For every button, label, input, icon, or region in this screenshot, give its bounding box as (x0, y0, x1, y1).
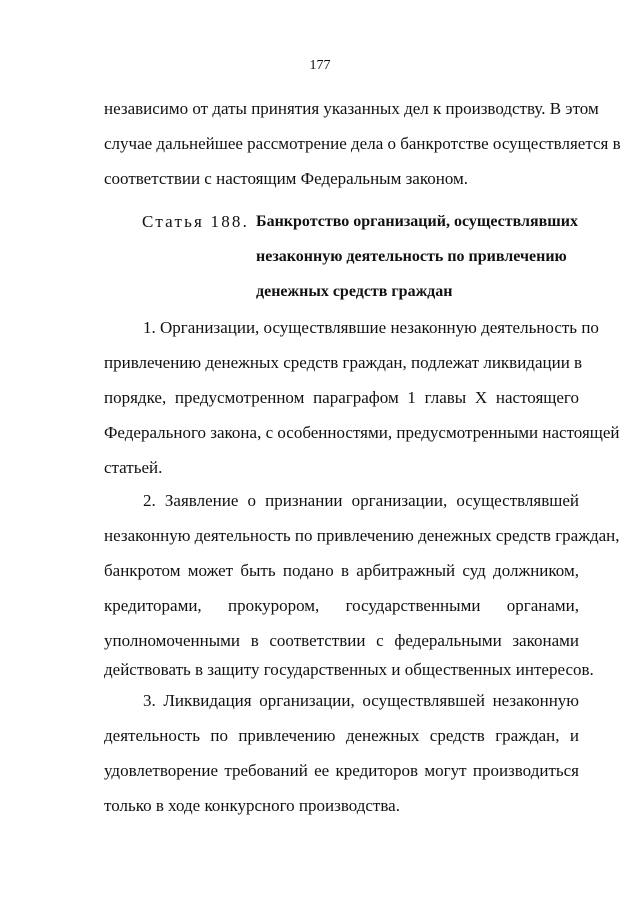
paragraph-2-line: кредиторами, прокурором, государственными органами, (104, 596, 579, 615)
intro-line: соответствии с настоящим Федеральным законом. (104, 169, 469, 188)
article-title-line: денежных средств граждан (256, 283, 453, 300)
paragraph-2-line: действовать в защиту государственных и общественных интересов. (104, 660, 594, 679)
intro-line: независимо от даты принятия указанных дел к производству. В этом (104, 99, 599, 118)
paragraph-1-line: статьей. (104, 458, 163, 477)
article-title-line: незаконную деятельность по привлечению (256, 248, 567, 265)
paragraph-2-line: банкротом может быть подано в арбитражный суд должником, (104, 561, 579, 580)
article-label: Статья 188. (142, 212, 250, 231)
paragraph-2-line: уполномоченными в соответствии с федеральными законами (104, 631, 579, 650)
intro-line: случае дальнейшее рассмотрение дела о банкротстве осуществляется в (104, 134, 621, 153)
paragraph-1-line: порядке, предусмотренном параграфом 1 главы X настоящего (104, 388, 579, 407)
paragraph-3-line: 3. Ликвидация организации, осуществлявшей незаконную (143, 691, 579, 710)
article-title-line: Банкротство организаций, осуществлявших (256, 213, 579, 230)
paragraph-3-line: деятельность по привлечению денежных средств граждан, и (104, 726, 579, 745)
paragraph-2-line: незаконную деятельность по привлечению денежных средств граждан, (104, 526, 620, 545)
paragraph-3-line: только в ходе конкурсного производства. (104, 796, 400, 815)
paragraph-2-line: 2. Заявление о признании организации, осуществлявшей (143, 491, 579, 510)
paragraph-3-line: удовлетворение требований ее кредиторов могут производиться (104, 761, 579, 780)
page-number: 177 (309, 58, 331, 73)
paragraph-1-line: Федерального закона, с особенностями, предусмотренными настоящей (104, 423, 620, 442)
paragraph-1-line: привлечению денежных средств граждан, подлежат ликвидации в (104, 353, 583, 372)
paragraph-1-line: 1. Организации, осуществлявшие незаконную деятельность по (143, 318, 599, 337)
